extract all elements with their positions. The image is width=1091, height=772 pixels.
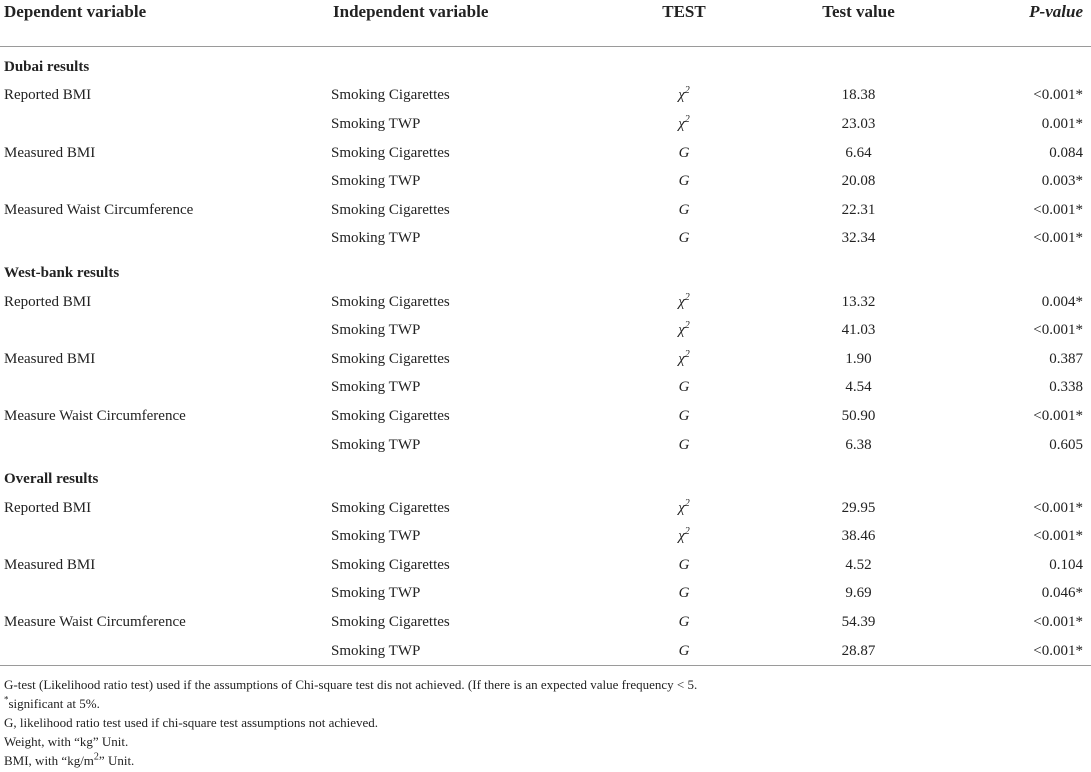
chi-square-symbol: χ	[678, 528, 685, 545]
table-row	[0, 167, 1091, 196]
table-row	[0, 580, 1091, 609]
cell-test	[605, 523, 763, 552]
table-row	[0, 402, 1091, 431]
cell-independent-variable: Smoking Cigarettes	[331, 407, 450, 424]
chi-square-exponent: 2	[684, 526, 690, 538]
cell-test	[605, 288, 763, 317]
cell-test	[605, 196, 763, 225]
cell-test-value: 28.87	[763, 637, 954, 666]
cell-p-value: <0.001*	[1033, 499, 1083, 516]
cell-test	[605, 82, 763, 111]
cell-dependent-variable	[0, 523, 329, 552]
cell-p-value: <0.001*	[1033, 87, 1083, 104]
table-row	[0, 637, 1091, 666]
cell-dependent-variable: Measured BMI	[4, 556, 96, 573]
cell-dependent-variable: Reported BMI	[4, 499, 92, 516]
cell-independent-variable: Smoking TWP	[331, 115, 421, 132]
chi-square-exponent: 2	[684, 113, 690, 125]
section-row	[0, 459, 1091, 494]
cell-independent-variable: Smoking Cigarettes	[331, 201, 450, 218]
g-test-symbol: G	[678, 407, 690, 424]
footnote-weight-unit: Weight, with “kg” Unit.	[4, 734, 129, 749]
table-row	[0, 523, 1091, 552]
g-test-symbol: G	[678, 379, 690, 396]
cell-independent-variable: Smoking TWP	[331, 528, 421, 545]
cell-independent-variable: Smoking TWP	[331, 379, 421, 396]
table-row	[0, 374, 1091, 403]
chi-square-exponent: 2	[684, 85, 690, 97]
header-independent-variable: Independent variable	[329, 0, 605, 47]
cell-dependent-variable: Measured BMI	[4, 144, 96, 161]
cell-independent-variable: Smoking Cigarettes	[331, 144, 450, 161]
cell-dependent-variable: Measured Waist Circumference	[4, 201, 194, 218]
table-row	[0, 608, 1091, 637]
footnote-bmi-unit	[4, 751, 1084, 770]
cell-p-value: 0.003*	[1041, 173, 1083, 190]
cell-p-value: 0.104	[1049, 556, 1083, 573]
cell-test-value: 4.52	[845, 556, 872, 573]
cell-independent-variable: Smoking TWP	[329, 637, 605, 666]
g-test-symbol: G	[678, 230, 690, 247]
cell-dependent-variable	[0, 374, 329, 403]
chi-square-symbol: χ	[678, 87, 685, 104]
table-row	[0, 431, 1091, 460]
cell-test	[605, 345, 763, 374]
chi-square-symbol: χ	[678, 115, 685, 132]
cell-test-value: 1.90	[845, 350, 872, 367]
cell-p-value: <0.001*	[1033, 614, 1083, 631]
cell-dependent-variable: Reported BMI	[4, 87, 92, 104]
cell-independent-variable: Smoking Cigarettes	[331, 293, 450, 310]
footnote-significance-text: significant at 5%.	[8, 696, 100, 711]
header-dependent-variable: Dependent variable	[0, 0, 329, 47]
footnote-significance	[4, 694, 1084, 713]
footnote-star-marker: *	[4, 694, 9, 705]
g-test-symbol: G	[678, 642, 690, 659]
cell-p-value: <0.001*	[954, 637, 1091, 666]
cell-dependent-variable: Reported BMI	[4, 293, 92, 310]
g-test-symbol: G	[678, 436, 690, 453]
g-test-symbol: G	[678, 614, 690, 631]
cell-test-value: 4.54	[845, 379, 872, 396]
cell-dependent-variable	[0, 580, 329, 609]
cell-independent-variable: Smoking TWP	[331, 322, 421, 339]
cell-test	[605, 374, 763, 403]
table-row	[0, 316, 1091, 345]
cell-p-value: 0.084	[1049, 144, 1083, 161]
g-test-symbol: G	[678, 585, 690, 602]
cell-test	[605, 431, 763, 460]
cell-test-value: 29.95	[841, 499, 876, 516]
footnote-bmi-unit-sup: 2	[93, 751, 99, 763]
g-test-symbol: G	[678, 173, 690, 190]
g-test-symbol: G	[678, 201, 690, 218]
cell-independent-variable: Smoking Cigarettes	[331, 614, 450, 631]
cell-test	[605, 139, 763, 168]
cell-p-value: 0.387	[1049, 350, 1083, 367]
footnote-g-test: G-test (Likelihood ratio test) used if the assumptions of Chi-square test dis not achieved. (If there is an expected value frequency < 5.	[4, 677, 698, 692]
section-row	[0, 47, 1091, 82]
footnote-bmi-unit-pre: BMI, with “kg/m	[4, 753, 94, 768]
table-body	[0, 47, 1091, 666]
cell-test-value: 9.69	[845, 585, 872, 602]
cell-p-value: 0.605	[1049, 436, 1083, 453]
cell-test	[605, 225, 763, 254]
cell-test-value: 23.03	[841, 115, 876, 132]
header-test: TEST	[605, 0, 763, 47]
chi-square-symbol: χ	[678, 350, 685, 367]
cell-test-value: 18.38	[841, 87, 876, 104]
cell-independent-variable: Smoking TWP	[331, 230, 421, 247]
cell-independent-variable: Smoking Cigarettes	[331, 350, 450, 367]
g-test-symbol: G	[678, 556, 690, 573]
section-title: West-bank results	[4, 264, 120, 281]
table-row	[0, 196, 1091, 225]
cell-dependent-variable	[0, 167, 329, 196]
cell-test-value: 13.32	[841, 293, 876, 310]
table-row	[0, 225, 1091, 254]
cell-test-value: 6.38	[845, 436, 872, 453]
footnote-g-definition: G, likelihood ratio test used if chi-square test assumptions not achieved.	[4, 715, 379, 730]
cell-dependent-variable: Measure Waist Circumference	[4, 614, 186, 631]
cell-dependent-variable	[0, 110, 329, 139]
table-row	[0, 345, 1091, 374]
table-header	[0, 0, 1091, 47]
cell-dependent-variable	[0, 225, 329, 254]
footnote-bmi-unit-post: ” Unit.	[98, 753, 135, 768]
cell-dependent-variable: Measure Waist Circumference	[4, 407, 186, 424]
section-row	[0, 253, 1091, 288]
cell-test	[605, 316, 763, 345]
cell-independent-variable: Smoking Cigarettes	[331, 87, 450, 104]
cell-independent-variable: Smoking TWP	[331, 436, 421, 453]
cell-test-value: 6.64	[845, 144, 872, 161]
chi-square-exponent: 2	[684, 348, 690, 360]
cell-p-value: 0.004*	[1041, 293, 1083, 310]
cell-test-value: 38.46	[841, 528, 876, 545]
cell-independent-variable: Smoking TWP	[331, 173, 421, 190]
cell-independent-variable: Smoking Cigarettes	[331, 556, 450, 573]
cell-test-value: 54.39	[841, 614, 876, 631]
cell-test-value: 20.08	[841, 173, 876, 190]
chi-square-symbol: χ	[678, 322, 685, 339]
cell-test-value: 22.31	[841, 201, 876, 218]
cell-test	[605, 110, 763, 139]
cell-dependent-variable	[0, 637, 329, 666]
cell-p-value: <0.001*	[1033, 322, 1083, 339]
section-title: Dubai results	[4, 58, 90, 75]
cell-independent-variable: Smoking TWP	[331, 585, 421, 602]
cell-p-value: <0.001*	[1033, 528, 1083, 545]
cell-test	[605, 402, 763, 431]
cell-test-value: 41.03	[841, 322, 876, 339]
cell-test-value: 32.34	[841, 230, 876, 247]
header-test-value: Test value	[763, 0, 954, 47]
cell-dependent-variable	[0, 316, 329, 345]
table-row	[0, 110, 1091, 139]
cell-independent-variable: Smoking Cigarettes	[331, 499, 450, 516]
cell-p-value: 0.001*	[1041, 115, 1083, 132]
chi-square-exponent: 2	[684, 497, 690, 509]
cell-dependent-variable: Measured BMI	[4, 350, 96, 367]
table-row	[0, 82, 1091, 111]
table-row	[0, 494, 1091, 523]
g-test-symbol: G	[678, 144, 690, 161]
cell-test-value: 50.90	[841, 407, 876, 424]
section-title: Overall results	[4, 471, 99, 488]
cell-p-value: <0.001*	[1033, 201, 1083, 218]
chi-square-exponent: 2	[684, 291, 690, 303]
chi-square-exponent: 2	[684, 320, 690, 332]
table-row	[0, 288, 1091, 317]
chi-square-symbol: χ	[678, 293, 685, 310]
cell-test	[605, 167, 763, 196]
table-footnotes	[4, 675, 1084, 770]
cell-test	[605, 608, 763, 637]
cell-test	[605, 551, 763, 580]
cell-p-value: 0.046*	[1041, 585, 1083, 602]
cell-test	[605, 637, 763, 666]
cell-p-value: 0.338	[1049, 379, 1083, 396]
table-row	[0, 551, 1091, 580]
table-row	[0, 139, 1091, 168]
header-p-value: P-value	[954, 0, 1091, 47]
cell-p-value: <0.001*	[1033, 230, 1083, 247]
cell-test	[605, 494, 763, 523]
cell-test	[605, 580, 763, 609]
chi-square-symbol: χ	[678, 499, 685, 516]
cell-p-value: <0.001*	[1033, 407, 1083, 424]
cell-dependent-variable	[0, 431, 329, 460]
